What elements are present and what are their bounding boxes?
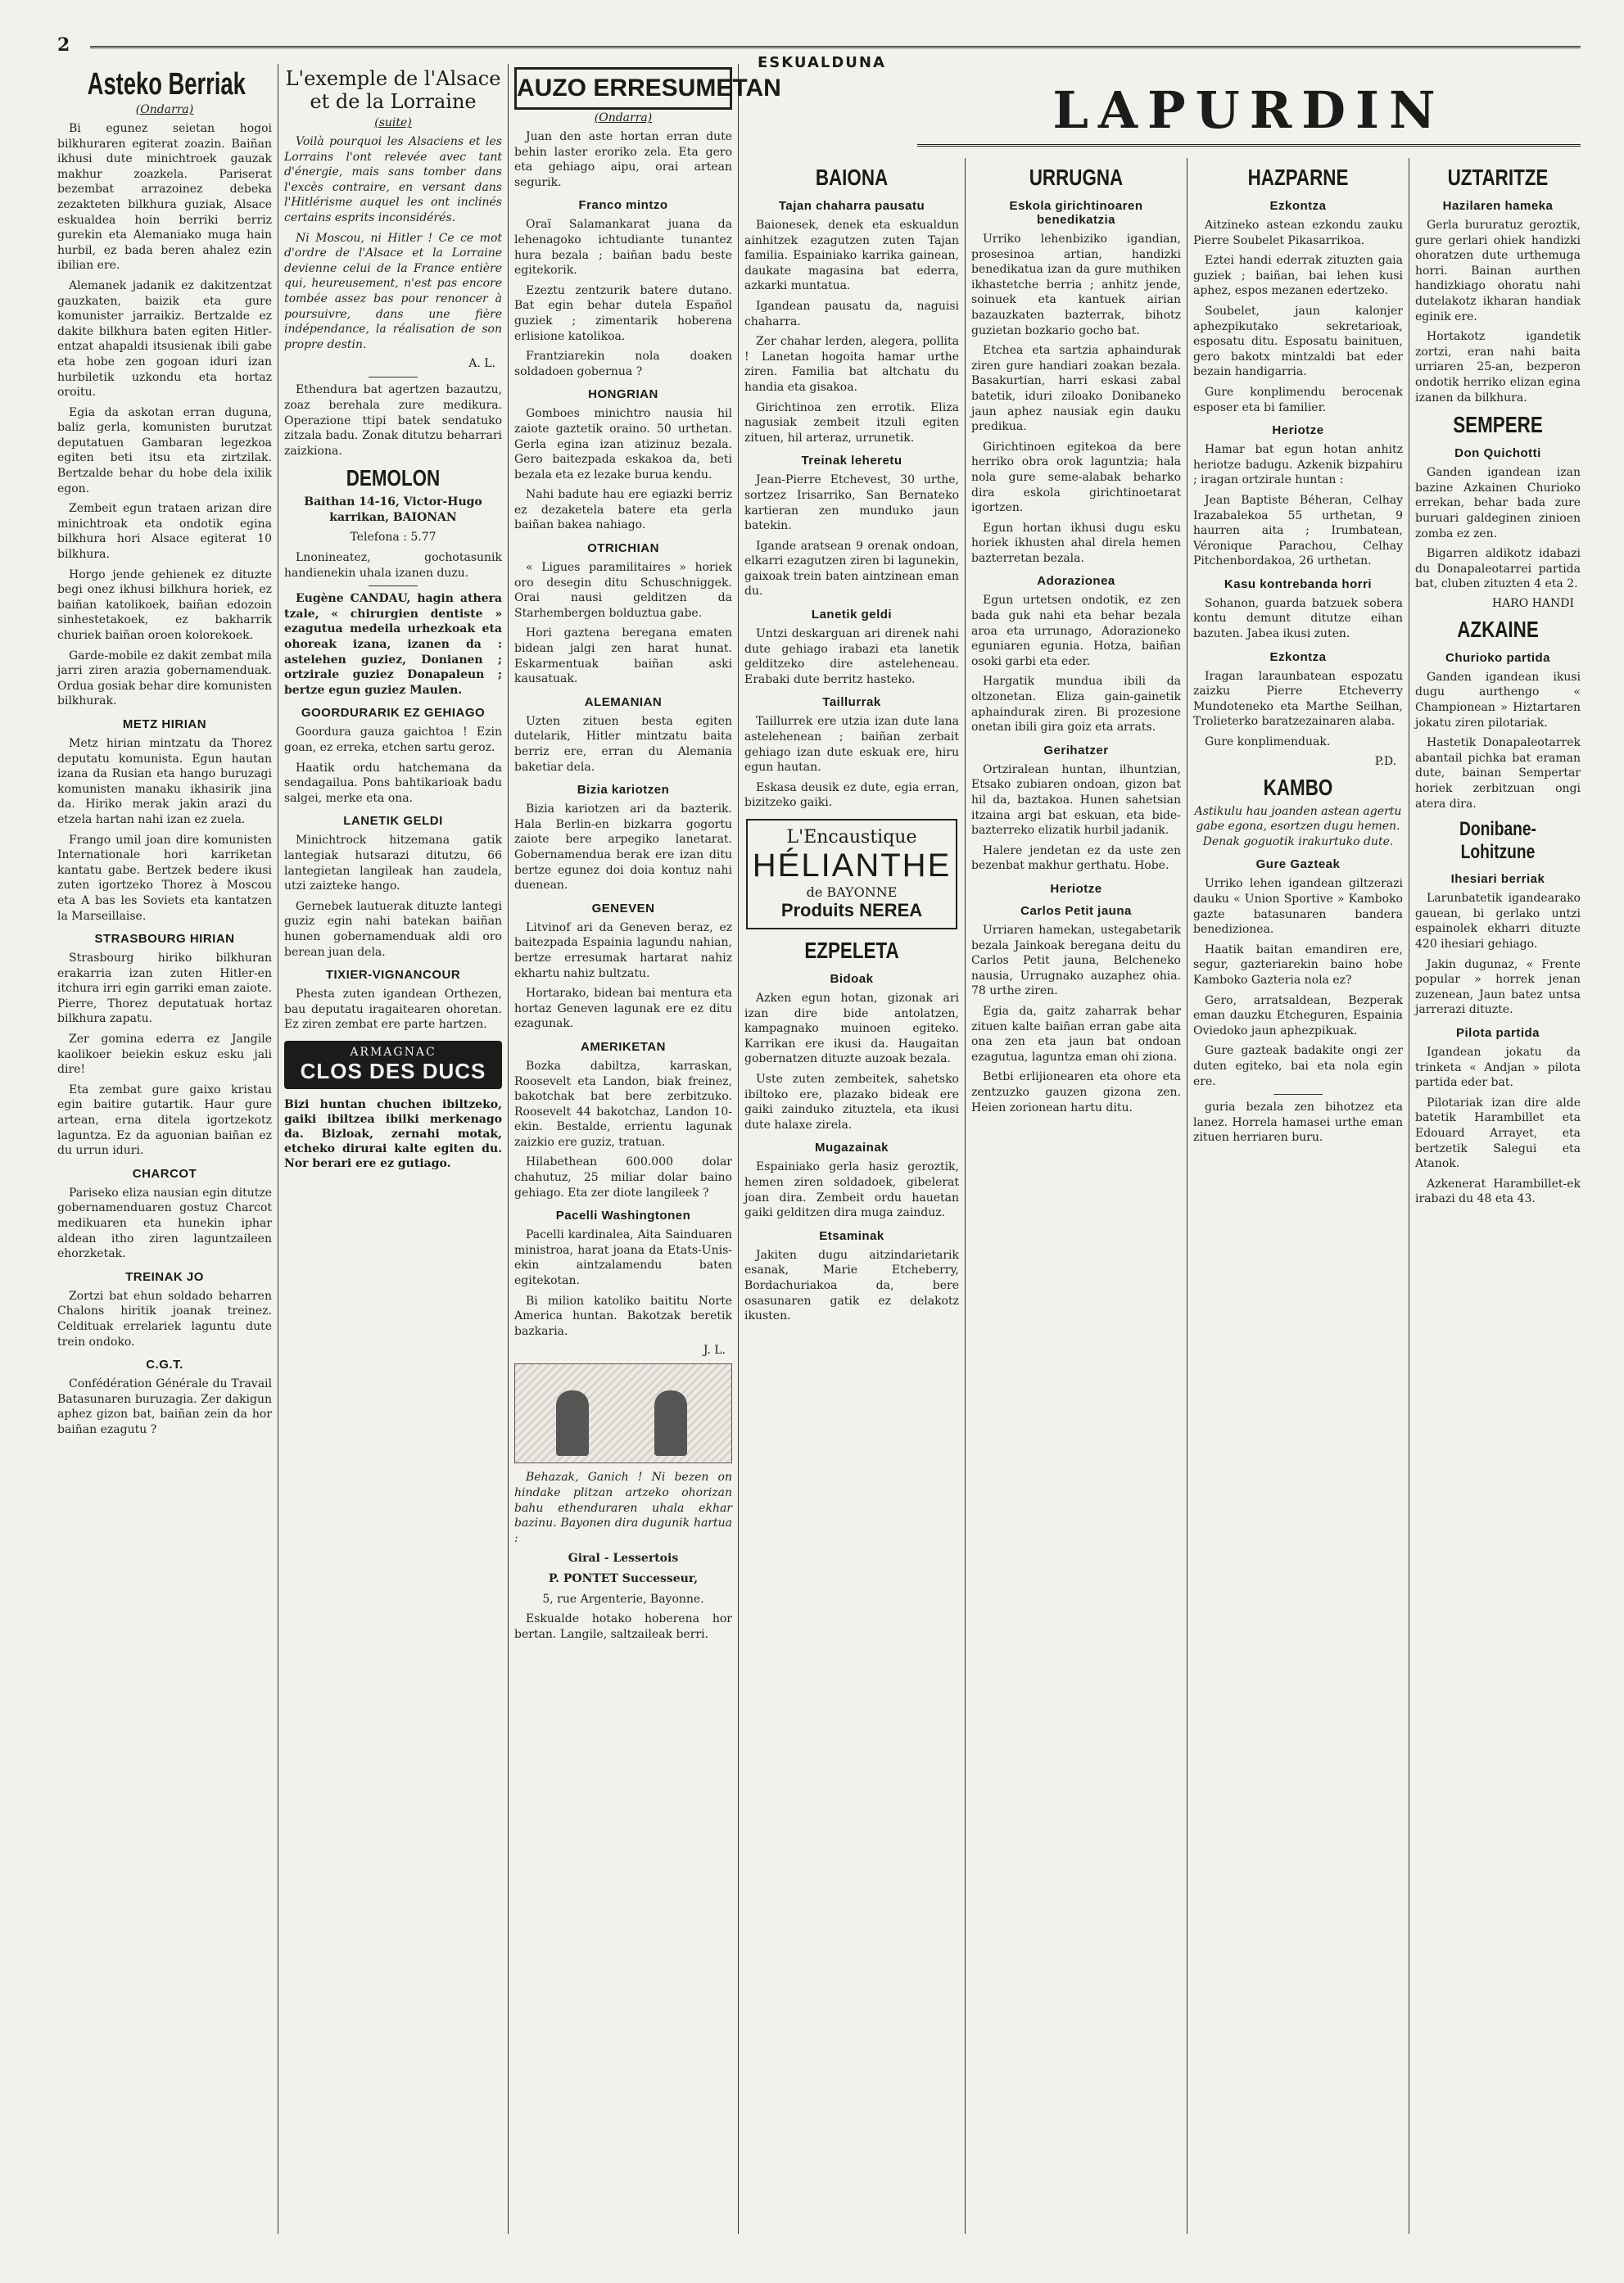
shop-text: Eskualde hotako hoberena hor bertan. Langile, saltzaileak berri. <box>514 1612 732 1641</box>
paragraph: Azken egun hotan, gizonak ari izan dire bide antolatzen, kampagnako muinoen egiteko. Karrikan ere ikusi da. Haugaitan gobernatzen dituzte auzoak bezala. <box>744 992 959 1066</box>
column-hazparne <box>1193 158 1403 2234</box>
paragraph: Soubelet, jaun kalonjer aphezpikutako sekretarioak, esposatu ditu. Esposatu bainituen, gero bakotx mintzaldi bat eder bezain handigarria. <box>1193 304 1403 379</box>
shop-address: 5, rue Argenterie, Bayonne. <box>542 1592 704 1606</box>
paragraph: Halere jendetan ez da uste zen bezenbat makhur gerthatu. Hobe. <box>971 843 1181 873</box>
column-uztaritze <box>1415 158 1581 2234</box>
paragraph: Baionesek, denek eta eskualdun ainhitzek ezagutzen zuten Tajan familia. Espainiako karrika gainean, daukate magasina bat ederra, azkarki muntatua. <box>744 219 959 293</box>
paragraph: Egia da askotan erran duguna, baliz gerla, komunisten burutzat deputatuen Gambaran legezkoa egiten beti itsu eta zirtzilak. Bertzalde behar du hobe dela ixilik egon. <box>57 405 272 495</box>
ad-line: de BAYONNE <box>806 884 898 900</box>
section-heading: Churioko partida <box>1445 650 1550 665</box>
page-number: 2 <box>57 34 70 56</box>
town-heading: Donibane-Lohitzune <box>1459 818 1536 864</box>
paragraph: Horgo jende gehienek ez dituzte begi onez ikhusi bilkhura horiek, ez baiñan katolikoek, baiñan edozoin sinhestetakoek, ez bakharrik churiek baiñan oroen kolorekoek. <box>57 567 272 642</box>
masthead-lapurdin: LAPURDIN <box>1052 80 1445 140</box>
paragraph: Sohanon, guarda batzuek sobera kontu demunt ditutze eihan bazuten. Jabea ikusi zuten. <box>1193 596 1403 641</box>
column-urrugna <box>971 158 1181 2234</box>
town-heading: BAIONA <box>815 165 889 190</box>
article-title: AUZO ERRESUMETAN <box>514 67 732 110</box>
paragraph: Voilà pourquoi les Alsaciens et les Lorrains l'ont relevée avec tant d'énergie, mais sans tomber dans l'excès contraire, en versant dans l'Hitlérisme auquel les ont inclinés certains esprits inconsidérés. <box>284 135 502 224</box>
section-heading: Mugazainak <box>814 1141 889 1155</box>
paragraph: Bi milion katoliko baititu Norte America huntan. Bakotzak beretik bazkaria. <box>514 1294 732 1338</box>
dentist-ad: Eugène CANDAU, hagin athera tzale, « chirurgien dentiste » ezagutua medeila urhezkoak eta ohoreak izana, izanen da : astelehen guziez, Donianen ; ortzirale guziez Donapaleun ; bertze egun guziez Maulen. <box>284 592 502 697</box>
paragraph: Girichtinoa zen errotik. Eliza nagusiak zembeit itzuli egiten zituen, hil arteraz, urrunetik. <box>744 400 959 445</box>
section-heading: Pilota partida <box>1455 1025 1540 1040</box>
paragraph: Alemanek jadanik ez dakitzentzat gauzkaten, baizik eta gure komunister jarraikiz. Bertzalde ez dakite bilkhura baten egiten Hitler-entzat ahapaldi itsusienak ibili gabe eta hobe zen gogoan iduri izan hurbiletik uzkondu eta hortaz oroitu. <box>57 278 272 400</box>
paragraph: Pacelli kardinalea, Aita Sainduaren ministroa, harat joana da Etats-Unis-ekin aintzalamendu baten egitekotan. <box>514 1228 732 1288</box>
paragraph: Urriko lehen igandean giltzerazi dauku « Union Sportive » Kamboko gazte batasunaren bandera benedizionea. <box>1193 877 1403 937</box>
paragraph: Oraï Salamankarat juana da lehenagoko ichtudiante tunantez hura bezala ; baiñan badu beste egitekorik. <box>514 218 732 278</box>
section-heading: Tajan chaharra pausatu <box>778 199 925 213</box>
paragraph: Igandean pausatu da, naguisi chaharra. <box>744 299 959 328</box>
ad-phone: Telefona : 5.77 <box>350 531 437 545</box>
section-heading: OTRICHIAN <box>587 541 659 556</box>
paragraph: Egun hortan ikhusi dugu esku horiek ikhusten ahal direla hemen bazterretan bezala. <box>971 521 1181 565</box>
section-heading: Heriotze <box>1050 881 1102 896</box>
ad-note: Lnonineatez, gochotasunik handienekin uhala izanen duzu. <box>284 551 502 580</box>
section-heading: METZ HIRIAN <box>122 717 207 731</box>
town-heading: URRUGNA <box>1029 165 1124 190</box>
paragraph: Jakin dugunaz, « Frente popular » horrek jenan zuzenean, Jaun batez untsa jarrerazi dituzte. <box>1415 957 1581 1017</box>
paragraph: Gure gazteak badakite ongi zer duten egiteko, bai eta nola egin ere. <box>1193 1044 1403 1088</box>
figure-left <box>556 1390 589 1456</box>
divider <box>1273 1094 1323 1095</box>
divider <box>369 585 418 586</box>
paragraph: Iragan laraunbatean espozatu zaizku Pierre Etcheverry Mundoteneko eta Marthe Seilhan, Trolieterko baratzezainaren alaba. <box>1193 669 1403 729</box>
signature: J. L. <box>703 1344 726 1358</box>
paragraph: Ganden igandean izan bazine Azkainen Churioko errekan, behar bada zure buruari galdeginen zinioen zomba ez zen. <box>1415 466 1581 540</box>
section-heading: Etsaminak <box>819 1228 884 1243</box>
section-heading: GENEVEN <box>591 901 655 915</box>
paragraph: Strasbourg hiriko bilkhuran erakarria izan zuten Hitler-en itchura irri egin garriki eman zaiote. Pierre, Thorez deputatuak hortaz bilkhura zapatu. <box>57 952 272 1026</box>
section-heading: Gure Gazteak <box>1255 857 1341 872</box>
section-heading: Ihesiari berriak <box>1450 872 1545 887</box>
section-heading: HONGRIAN <box>588 387 658 402</box>
top-double-rule <box>90 46 1581 48</box>
paragraph: Espainiako gerla hasiz geroztik, hemen ziren soldadoek, gibelerat joan dira. Zembeit ordu hauetan gaiki gelditzen dira muga zainduz. <box>744 1160 959 1220</box>
article-title: L'exemple de l'Alsace et de la Lorraine <box>285 67 501 113</box>
article-title: Asteko Berriak <box>87 67 246 102</box>
ad-brand: CLOS DES DUCS <box>300 1058 486 1083</box>
town-heading: HAZPARNE <box>1247 165 1349 190</box>
newspaper-page <box>57 34 1581 2250</box>
paragraph: Metz hirian mintzatu da Thorez deputatu komunista. Egun hautan izana da Rusian eta hango buruzagi komunisten manaku ikhasirik jina da. Hiriko merak jakin arazi du etzela hartan nahi izan ez zuela. <box>57 736 272 826</box>
paragraph: Phesta zuten igandean Orthezen, bau deputatu iragaitearen ohoretan. Ez ziren zembat ere parte hartzen. <box>284 988 502 1032</box>
section-heading: TIXIER-VIGNANCOUR <box>325 968 461 983</box>
paragraph: Zer chahar lerden, alegera, pollita ! Lanetan hogoita hamar urthe ziren. Familia bat altchatu du handia eta gisakoa. <box>744 335 959 394</box>
section-heading: STRASBOURG HIRIAN <box>94 932 235 947</box>
paragraph: Igandean jokatu da trinketa « Andjan » pilota partida eder bat. <box>1415 1045 1581 1090</box>
paragraph: Azkenerat Harambillet-ek irabazi du 48 eta 43. <box>1415 1177 1581 1206</box>
paragraph: Zortzi bat ehun soldado beharren Chalons hiritik joanak treinez. Celdituak errelariek laguntu dute trein ondoko. <box>57 1289 272 1349</box>
paragraph: Garde-mobile ez dakit zembat mila jarri ziren arazia gobernamenduak. Ordua gosiak behar dire komunisten bilkhurak. <box>57 649 272 708</box>
paragraph: Taillurrek ere utzia izan dute lana astelehenean ; baiñan zerbait gehiago izan dute eskuak ere, hiru egun hautan. <box>744 715 959 775</box>
paragraph: Hilabethean 600.000 dolar chahutuz, 25 miliar dolar baino gehiago. Eta zer diote langileek ? <box>514 1155 732 1200</box>
paragraph: Ezeztu zentzurik batere dutano. Bat egin behar dutela Español guziek ; zimentarik hoberena erlisione katolikoa. <box>514 283 732 343</box>
paragraph: Uzten zituen besta egiten dutelarik, Hitler mintzatu baita berriz ere, erran du Alemania baketiar dela. <box>514 714 732 774</box>
section-heading: Pacelli Washingtonen <box>555 1209 691 1223</box>
paragraph: Nahi badute hau ere egiazki berriz ez dezaketela batere eta gerla baiñan bakea nahiago. <box>514 488 732 532</box>
town-heading: KAMBO <box>1263 774 1333 800</box>
section-heading: Treinak leheretu <box>801 454 902 468</box>
editorial-note: Astikulu hau joanden astean agertu gabe egona, esortzen dugu hemen. Denak goguotik irakurtuko dute. <box>1194 804 1402 848</box>
signature: P.D. <box>1374 754 1396 768</box>
section-heading: Lanetik geldi <box>811 608 893 622</box>
top-rule <box>57 34 1581 56</box>
column-asteko-berriak <box>57 64 272 2234</box>
section-subheading: Carlos Petit jauna <box>1020 903 1132 918</box>
section-heading: Franco mintzo <box>578 198 668 213</box>
paragraph: Gure konplimendu berocenak esposer eta bi familier. <box>1193 385 1403 414</box>
paragraph: Zembeit egun trataen arizan dire minichtroak eta ondotik egina bilkhura hori Alsace egiterat 10 bilkhura. <box>57 502 272 562</box>
paragraph: Hori gaztena beregana ematen bidean jalgi zen harat hunat. Eskarmentuak baiñan aski kausatuak. <box>514 626 732 686</box>
cartoon-illustration <box>514 1363 732 1463</box>
section-heading: Don Quichotti <box>1454 446 1541 461</box>
paragraph: Urriaren hamekan, ustegabetarik bezala Jainkoak beregana deitu du Carlos Petit jauna, Belcheneko nausia, Urrugnako auzaphez ohia. 78 urthe ziren. <box>971 923 1181 998</box>
paragraph: Juan den aste hortan erran dute behin laster eroriko zela. Eta gero eta gehiago aipu, orai artean segurik. <box>514 130 732 189</box>
town-heading: UZTARITZE <box>1447 165 1549 190</box>
caption: Behazak, Ganich ! Ni bezen on hindake plitzan artzeko ohorizan bahu ethenduraren uhala ekhar bazinu. Bayonen dira dugunik hartua : <box>514 1471 732 1545</box>
section-heading: CHARCOT <box>132 1166 197 1181</box>
paragraph: « Ligues paramilitaires » horiek oro desegin ditu Schuschniggek. Orai nausi gelditzen da Starhembergen bolduztua gabe. <box>514 561 732 620</box>
section-heading: TREINAK JO <box>125 1269 204 1284</box>
section-heading: Taillurrak <box>822 695 881 710</box>
section-heading: Ezkontza <box>1269 649 1327 664</box>
paragraph: Ganden igandean ikusi dugu aurthengo « Championean » Hiztartaren jokatu ziren pilotariak. <box>1415 670 1581 730</box>
paragraph: Gure konplimenduak. <box>1205 735 1331 749</box>
column-baiona <box>744 158 959 2234</box>
paragraph: Hastetik Donapaleotarrek abantail pichka bat eraman dute, bainan Sempertar horiek zerbitzuan ongi atera dira. <box>1415 736 1581 811</box>
paragraph: Jean Baptiste Béheran, Celhay Irazabalekoa 55 urthetan, 9 haurren aita ; Irumbatean, Véronique Parachou, Celhay Pitchenbordakoa, 26 urthetan. <box>1193 493 1403 568</box>
ad-paragraph: Ethendura bat agertzen bazautzu, zoaz berehala zure medikura. Operazione ttipi batek sendatuko zitzala badu. Zonak ditutzu beharrari zaizkiona. <box>284 383 502 458</box>
paragraph: Bizia kariotzen ari da bazterik. Hala Berlin-en bizkarra gogortu zaiote bere arpegiko lanetarat. Gobernamendua berak ere izan ditu bertze egunez doi doia kontuz nahi duenean. <box>514 802 732 893</box>
article-subtitle: (suite) <box>374 116 412 129</box>
town-heading: AZKAINE <box>1457 616 1539 642</box>
paragraph: Ortziralean huntan, ilhuntzian, Etsako zubiaren ondoan, gizon bat hil da, baztakoa. Hunen sahetsian itzaina argi bat eskuan, eta bide-bazterreko elizatik hurbil jadanik. <box>971 762 1181 838</box>
paper-name: ESKUALDUNA <box>758 54 886 71</box>
paragraph: Goordura gauza gaichtoa ! Ezin goan, ez erreka, etchen sartu geroz. <box>284 726 502 754</box>
column-rule <box>738 64 739 2234</box>
column-auzo-erresumetan <box>514 64 781 2234</box>
paragraph: Jakiten dugu aitzindarietarik esanak, Marie Etcheberry, Bordachuriakoa da, bere osasunaren gatik ez delakotz ikusten. <box>744 1248 959 1323</box>
paragraph: Girichtinoen egitekoa da bere herriko obra orok laguntzia; hala nola gure seme-alabak beharko dira eskola girichtinoetarat igortzen. <box>971 440 1181 515</box>
paragraph: Urriko lehenbiziko igandian, prosesinoa artian, handizki benedikatua izan da gure muthiken ikhastetche berria ; anhitz jende, soinuek eta kantuek airian bazauzkaten bazterrak, bihotz guzietan bozkario gocho bat. <box>971 233 1181 337</box>
section-heading: Heriotze <box>1272 423 1324 438</box>
ad-line: Produits NEREA <box>780 900 923 920</box>
paragraph: Bozka dabiltza, karraskan, Roosevelt eta Landon, biak freinez, bakotchak bat bere zerbitzuko. Roosevelt 44 bakotchaz, Landon 10-ekin. Bestalde, errientu lagunak zaizkio ere guziz, tratuan. <box>514 1059 732 1149</box>
armagnac-ad <box>284 1041 502 1089</box>
paragraph: Egun urtetsen ondotik, ez zen bada guk nahi eta behar bezala aroa eta urrunago, Adorazioneko eguniaren egunia. Hotza, baiñan osoki garbi eta eder. <box>971 594 1181 668</box>
paragraph: Etchea eta sartzia aphaindurak ziren gure handiari zoakan bezala. Basakurtian, harri eskasi zabal batetik, iduri ziloako Donibaneko jaun aphez nausiak egin dauku predikua. <box>971 344 1181 434</box>
paragraph: Gernebek lautuerak dituzte lantegi guziz egin nahi batekan baiñan hunen gobernamenduak aldi oro berean juan dela. <box>284 899 502 959</box>
paragraph: Eta zembat gure gaixo kristau egin baitire gutartik. Haur gure artean, erna ditela igortzekotz laguntza. Ez da aguonian baiñan ez du urrun iduri. <box>57 1083 272 1158</box>
section-heading: Eskola girichtinoaren benedikatzia <box>1009 199 1143 227</box>
ad-brand: HÉLIANTHE <box>752 848 952 884</box>
column-rule <box>508 64 509 2234</box>
paragraph: Haatik ordu hatchemana da sendagailua. Pons bahtikarioak badu salgei, merke eta ona. <box>284 761 502 805</box>
paragraph: Bi egunez seietan hogoi bilkhuraren egiterat zoazin. Baiñan ikhusi dute minichtroek gauzak makhur zoazkela. Pariserat bezembat arrazoinez debeka zezakteten bilkhura guziak, Alsace eskualdea hoin berriki berriz gurekin eta Alemaniako muga hain hurbil, ez bada beren ahalez ezin ibilian ere. <box>57 122 272 273</box>
paragraph: Zer gomina ederra ez Jangile kaolikoer beiekin eskuz esku jali dire! <box>57 1033 272 1077</box>
paragraph: Minichtrock hitzemana gatik lantegiak hutsarazi ditutzu, 66 lantegietan langileak han zaudela, utzi zaizteke hango. <box>284 834 502 893</box>
paragraph: Frantziarekin nola doaken soldadoen gobernua ? <box>514 350 732 378</box>
column-rule <box>965 158 966 2234</box>
paragraph: Haatik baitan emandiren ere, segur, gazteriarekin baino hobe Kamboko Gazteria nola ez? <box>1193 943 1403 987</box>
ad-line: L'Encaustique <box>786 827 917 848</box>
paragraph: Untzi deskarguan ari direnek nahi dute gehiago irabazi eta lanetik gelditzeko dire asteleheneau. Erabaki dute berritz hasteko. <box>744 627 959 686</box>
paragraph: Hortarako, bidean bai mentura eta hortaz Geneven lagunak ere ez ditu ezagunak. <box>514 987 732 1031</box>
paragraph: Ni Moscou, ni Hitler ! Ce ce mot d'ordre de l'Alsace et la Lorraine devienne celui de la France entière qui, heureusement, n'est pas encore tombée assez bas pour renoncer à poursuivre, dans une fière indépendance, la réalisation de son propre destin. <box>284 231 502 351</box>
section-heading: AMERIKETAN <box>581 1039 666 1054</box>
paragraph: Larunbatetik igandearako gauean, bi gerlako untzi espainolek ekharri dituzte 420 ihesiari gehiago. <box>1415 892 1581 951</box>
article-subtitle: (Ondarra) <box>135 103 194 116</box>
signature: A. L. <box>468 357 495 371</box>
section-heading: ALEMANIAN <box>584 694 663 709</box>
town-heading: SEMPERE <box>1453 412 1543 438</box>
masthead-rule <box>917 144 1581 147</box>
section-heading: C.G.T. <box>146 1358 183 1372</box>
paragraph: Uste zuten zembeitek, sahetsko ibiltoko ere, plazako bideak ere gaiki zainduko zituztela, eta ikusi dute halaxe zirela. <box>744 1072 959 1132</box>
paragraph: Pilotariak izan dire alde batetik Harambillet eta Edouard Arrayet, eta bertzetik Salegui eta Atanok. <box>1415 1096 1581 1171</box>
paragraph: Hamar bat egun hotan anhitz heriotze badugu. Azkenik bizpahiru ; iragan ortzirale huntan : <box>1193 443 1403 487</box>
paragraph: Jean-Pierre Etchevest, 30 urthe, sortzez Irisarriko, San Bernateko kartieran zen munduko jaun batekin. <box>744 473 959 533</box>
ad-paragraph: Bizi huntan chuchen ibiltzeko, gaiki ibiltzea ibilki merkenago da. Bizloak, zernahi motak, etcheko dirurai kalte egiten du. Nor berari ere ez gutiago. <box>284 1097 502 1170</box>
paragraph: Litvinof ari da Geneven beraz, ez baitezpada Espainia lagundu nahian, bertze erresumak hartarat nahiz ekhartu nahiz bultzatu. <box>514 920 732 980</box>
ad-line: ARMAGNAC <box>350 1045 437 1059</box>
paragraph: Gerla bururatuz geroztik, gure gerlari ohiek handizki ohoratzen dute urthemuga horri. Bainan aurthen handizkiago ohoratu nahi dutelakotz ikharan handiak eginik ere. <box>1415 219 1581 323</box>
section-heading: LANETIK GELDI <box>343 814 443 829</box>
section-heading: Kasu kontrebanda horri <box>1224 576 1373 591</box>
section-heading: Gerihatzer <box>1043 743 1109 757</box>
paragraph: Bigarren aldikotz idabazi du Donapaleotarrei partida bat, cluben zituzten 4 eta 2. <box>1415 547 1581 591</box>
section-heading: Bizia kariotzen <box>577 783 670 798</box>
section-heading: Bidoak <box>830 972 874 986</box>
paragraph: Hargatik mundua ibili da oltzonetan. Eliza gain-gainetik aphaindurak ziren. Bi prozesione onetan ibili gira goiz eta arrats. <box>971 675 1181 735</box>
section-heading: Adorazionea <box>1037 574 1115 589</box>
paragraph: Gero, arratsaldean, Bezperak eman dauzku Etcheguren, Espainia Oviedoko jaun aphezpikuak. <box>1193 993 1403 1038</box>
shop-owner: P. PONTET Successeur, <box>548 1571 699 1585</box>
figure-right <box>654 1390 687 1456</box>
town-heading: EZPELETA <box>804 938 899 963</box>
section-heading: Hazilaren hameka <box>1442 199 1554 213</box>
ad-name: DEMOLON <box>346 465 441 491</box>
paragraph: guria bezala zen bihotzez eta lanez. Horrela hamasei urthe eman zituen herriaren buru. <box>1193 1101 1403 1145</box>
shop-name: Giral - Lessertois <box>568 1552 679 1566</box>
section-heading: GOORDURARIK EZ GEHIAGO <box>301 706 486 721</box>
paragraph: Confédération Générale du Travail Batasunaren buruzagia. Zer dakigun aphez gizon bat, baiñan zein da hor baiñan ezagutu ? <box>57 1377 272 1436</box>
signature: HARO HANDI <box>1491 596 1574 610</box>
paragraph: Frango umil joan dire komunisten Internationale hori karriketan kantatu gabe. Bertzek bedere ikusi zuten igortzeko Thorez à Moscou eta A bas les Soviets eta kantatzen la Marseillaise. <box>57 833 272 923</box>
paragraph: Gomboes minichtro nausia hil zaiote gaztetik oraino. 50 urthetan. Gerla egina izan atizinuz bezala. Gero baitezpada eskakoa da, beti bezala eta ez lezake burua kendu. <box>514 407 732 481</box>
paragraph: Igande aratsean 9 orenak ondoan, elkarri ezagutzen ziren bi lagunekin, gaixoak trein baten aintzinean eman du. <box>744 539 959 599</box>
column-alsace <box>284 64 502 2234</box>
paragraph: Eskasa deusik ez dute, egia erran, bizitzeko gaiki. <box>744 780 959 810</box>
article-subtitle: (Ondarra) <box>594 111 653 124</box>
paragraph: Aitzineko astean ezkondu zauku Pierre Soubelet Pikasarrikoa. <box>1193 219 1403 247</box>
ad-address: Baithan 14-16, Victor-Hugo karrikan, BAIONAN <box>304 495 482 524</box>
paragraph: Eztei handi ederrak zituzten gaia guziek ; baiñan, bai lehen kusi aphez, espos mezanen edertzeko. <box>1193 254 1403 298</box>
paragraph: Pariseko eliza nausian egin ditutze gobernamenduaren gostuz Charcot medikuaren eta hunekin iphar aldean itho ziren laguntzaileen ehorzketak. <box>57 1186 272 1261</box>
helianthe-ad <box>746 819 957 929</box>
paragraph: Hortakotz igandetik zortzi, eran nahi baita urriaren 25-an, bezperon ondotik herriko elizan egina izanen da bilkhura. <box>1415 330 1581 405</box>
paragraph: Egia da, gaitz zaharrak behar zituen kalte baiñan erran gabe aita ona zen eta jaun bat ondoan ezagutua, laguntza eman ohi ziona. <box>971 1004 1181 1064</box>
paragraph: Betbi erlijionearen eta ohore eta zentzuzko gauzen gizona zen. Heien zorionean hartu ditu. <box>971 1070 1181 1114</box>
section-heading: Ezkontza <box>1269 199 1327 213</box>
